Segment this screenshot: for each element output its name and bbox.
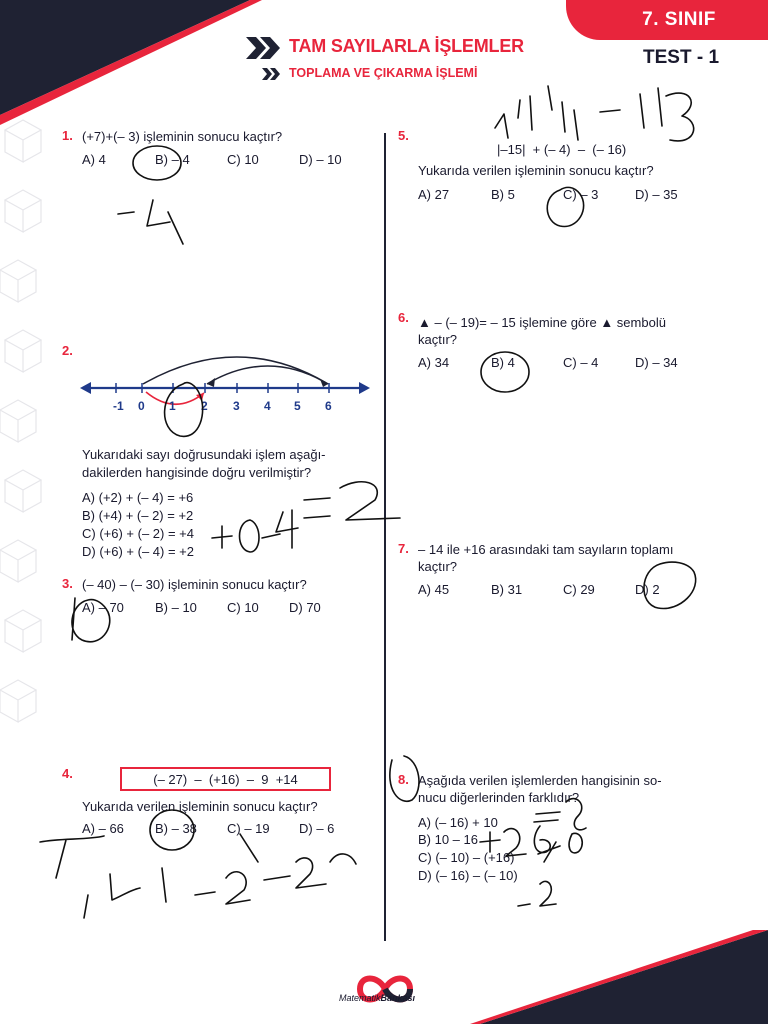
option-b[interactable]: B) 5 [491, 187, 515, 202]
option-c[interactable]: C) – 19 [227, 821, 270, 836]
question-text: (– 40) – (– 30) işleminin sonucu kaçtır? [82, 577, 307, 592]
tick-label: 4 [264, 399, 271, 413]
tick-label: -1 [113, 399, 124, 413]
option-a[interactable]: A) (+2) + (– 4) = +6 [82, 490, 194, 505]
page-subtitle: TOPLAMA VE ÇIKARMA İŞLEMİ [289, 66, 478, 80]
column-divider [384, 133, 386, 941]
tick-label: 1 [169, 399, 176, 413]
option-c[interactable]: C) – 4 [563, 355, 599, 370]
question-number: 5. [398, 128, 409, 143]
option-c[interactable]: C) 10 [227, 600, 259, 615]
option-d[interactable]: D) – 10 [299, 152, 342, 167]
option-c[interactable]: C) (– 10) – (+16) [418, 850, 515, 865]
option-d[interactable]: D) (+6) + (– 4) = +2 [82, 544, 194, 559]
double-chevron-icon [246, 37, 282, 59]
question-number: 1. [62, 128, 73, 143]
tick-label: 6 [325, 399, 332, 413]
question-number: 8. [398, 772, 409, 787]
question-number: 6. [398, 310, 409, 325]
option-d[interactable]: D) – 6 [299, 821, 335, 836]
brand-name: MatematikBankası [339, 993, 416, 1003]
option-d[interactable]: D) 2 [635, 582, 660, 597]
question-number: 4. [62, 766, 73, 781]
question-text-line-2: dakilerden hangisinde doğru verilmiştir? [82, 465, 312, 480]
tick-label: 5 [294, 399, 301, 413]
infinity-logo-icon [330, 965, 440, 1013]
tick-label: 3 [233, 399, 240, 413]
option-b[interactable]: B) (+4) + (– 2) = +2 [82, 508, 194, 523]
option-a[interactable]: A) 4 [82, 152, 106, 167]
question-text-line-2: nucu diğerlerinden farklıdır? [418, 790, 580, 805]
option-b[interactable]: B) – 4 [155, 152, 190, 167]
option-d[interactable]: D) 70 [289, 600, 321, 615]
option-b[interactable]: B) – 38 [155, 821, 197, 836]
option-b[interactable]: B) 10 – 16 [418, 832, 478, 847]
question-number: 2. [62, 343, 73, 358]
option-c[interactable]: C) 10 [227, 152, 259, 167]
option-b[interactable]: B) 4 [491, 355, 515, 370]
option-a[interactable]: A) 34 [418, 355, 450, 370]
cube-pattern-decoration [0, 110, 60, 760]
small-chevron-icon [262, 68, 282, 80]
question-text-line-2: kaçtır? [418, 332, 458, 347]
expression-box: (– 27) – (+16) – 9 +14 [120, 767, 331, 791]
question-text-line-1: Aşağıda verilen işlemlerden hangisinin so- [418, 773, 662, 788]
question-text-line-1: ▲ – (– 19)= – 15 işlemine göre ▲ sembolü [418, 315, 666, 330]
number-line [80, 340, 370, 420]
question-text: (+7)+(– 3) işleminin sonucu kaçtır? [82, 129, 283, 144]
option-a[interactable]: A) (– 16) + 10 [418, 815, 498, 830]
tick-label: 0 [138, 399, 145, 413]
option-d[interactable]: D) – 35 [635, 187, 678, 202]
option-a[interactable]: A) 45 [418, 582, 450, 597]
question-text: Yukarıda verilen işleminin sonucu kaçtır? [82, 799, 318, 814]
question-text-line-1: Yukarıdaki sayı doğrusundaki işlem aşağı- [82, 447, 326, 462]
option-c[interactable]: C) 29 [563, 582, 595, 597]
page-title: TAM SAYILARLA İŞLEMLER [289, 36, 524, 56]
option-c[interactable]: C) (+6) + (– 2) = +4 [82, 526, 194, 541]
question-text-line-1: – 14 ile +16 arasındaki tam sayıların toplamı [418, 542, 674, 557]
question-text-line-2: kaçtır? [418, 559, 458, 574]
option-a[interactable]: A) 27 [418, 187, 450, 202]
question-number: 7. [398, 541, 409, 556]
question-text: Yukarıda verilen işleminin sonucu kaçtır? [418, 163, 654, 178]
option-d[interactable]: D) (– 16) – (– 10) [418, 868, 518, 883]
question-number: 3. [62, 576, 73, 591]
test-label: TEST - 1 [643, 47, 720, 68]
option-a[interactable]: A) – 70 [82, 600, 124, 615]
option-d[interactable]: D) – 34 [635, 355, 678, 370]
expression: |–15| + (– 4) – (– 16) [497, 142, 627, 157]
tick-label: 2 [201, 399, 208, 413]
option-c[interactable]: C) – 3 [563, 187, 599, 202]
grade-badge: 7. SINIF [566, 0, 768, 40]
option-b[interactable]: B) 31 [491, 582, 523, 597]
option-a[interactable]: A) – 66 [82, 821, 124, 836]
option-b[interactable]: B) – 10 [155, 600, 197, 615]
